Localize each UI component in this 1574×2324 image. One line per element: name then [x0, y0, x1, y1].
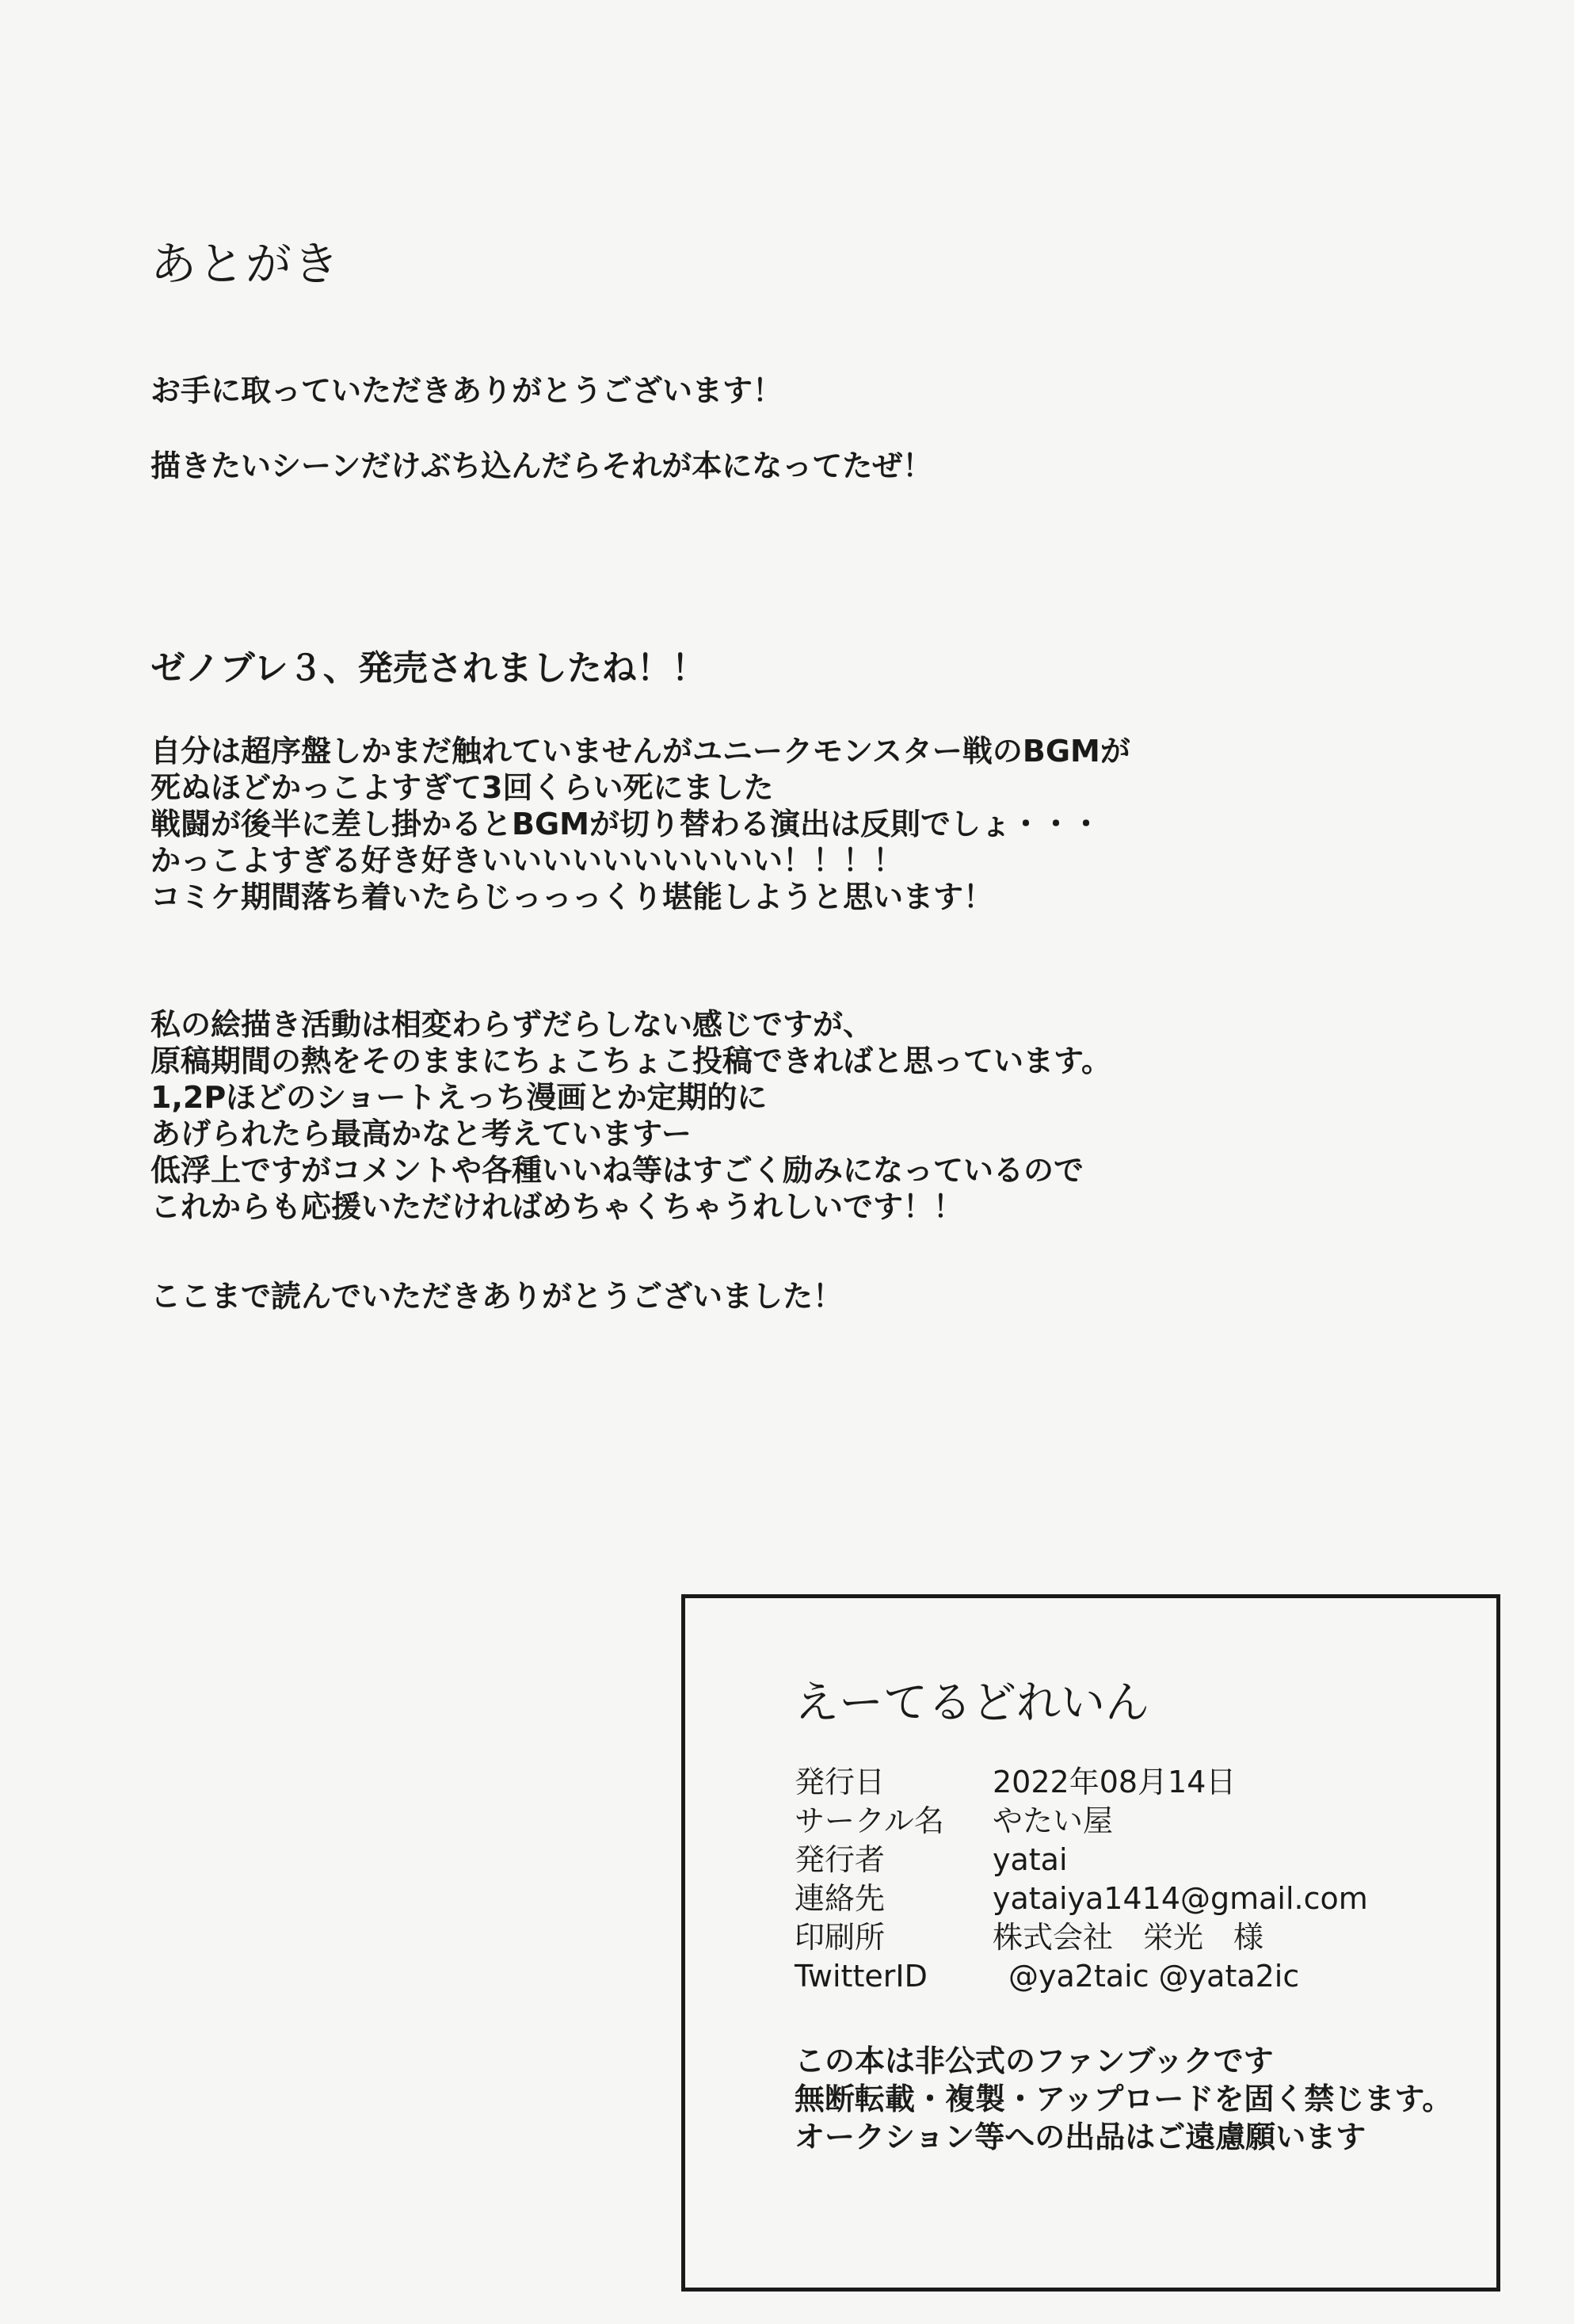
afterword-line: 死ぬほどかっこよすぎて3回くらい死にました — [151, 770, 774, 805]
info-label: 印刷所 — [795, 1920, 886, 1955]
info-label: サークル名 — [795, 1803, 944, 1838]
info-row-circle-name — [795, 1802, 1368, 1841]
info-value: yatai — [993, 1842, 1068, 1877]
info-row-twitter — [795, 1957, 1368, 1996]
colophon-info — [795, 1763, 1368, 1996]
info-row-contact — [795, 1879, 1368, 1918]
afterword-line: 描きたいシーンだけぶち込んだらそれが本になってたぜ！ — [151, 448, 933, 483]
info-label: 発行者 — [795, 1842, 886, 1877]
note-line: この本は非公式のファンブックです — [795, 2044, 1274, 2078]
afterword-line: ここまで読んでいただきありがとうございました！ — [151, 1279, 844, 1314]
info-row-printer — [795, 1918, 1368, 1957]
afterword-line: あげられたら最高かなと考えていますー — [151, 1116, 692, 1151]
note-line: オークション等への出品はご遠慮願います — [795, 2120, 1366, 2154]
afterword-line: かっこよすぎる好き好きいいいいいいいいいい！！！！ — [151, 843, 904, 878]
info-label: 発行日 — [795, 1765, 886, 1799]
info-value: 株式会社 栄光 様 — [993, 1920, 1264, 1955]
afterword-line: 戦闘が後半に差し掛かるとBGMが切り替わる演出は反則でしょ・・・ — [151, 807, 1101, 841]
info-row-publisher — [795, 1841, 1368, 1879]
info-value: @ya2taic @yata2ic — [1008, 1959, 1300, 1994]
afterword-line: コミケ期間落ち着いたらじっっっくり堪能しようと思います！ — [151, 880, 994, 914]
colophon-box — [681, 1594, 1500, 2292]
book-title: えーてるどれいん — [795, 1677, 1149, 1729]
afterword-line: 1,2Pほどのショートえっち漫画とか定期的に — [151, 1080, 768, 1115]
colophon-notes — [795, 2042, 1452, 2156]
info-row-publish-date — [795, 1763, 1368, 1802]
afterword-line: 低浮上ですがコメントや各種いいね等はすごく励みになっているので — [151, 1153, 1084, 1188]
info-value: 2022年08月14日 — [993, 1765, 1237, 1799]
afterword-line: これからも応援いただければめちゃくちゃうれしいです！！ — [151, 1189, 964, 1224]
info-value: yataiya1414@gmail.com — [993, 1881, 1368, 1916]
afterword-line: お手に取っていただきありがとうございます！ — [151, 373, 783, 408]
info-label: 連絡先 — [795, 1881, 886, 1916]
afterword-line: 自分は超序盤しかまだ触れていませんがユニークモンスター戦のBGMが — [151, 734, 1130, 769]
info-label: TwitterID — [795, 1959, 928, 1994]
afterword-heading: あとがき — [151, 237, 341, 291]
note-line: 無断転載・複製・アップロードを固く禁じます。 — [795, 2082, 1453, 2116]
afterword-line: ゼノブレ３、発売されましたね！！ — [151, 648, 707, 689]
info-value: やたい屋 — [993, 1803, 1114, 1838]
afterword-line: 原稿期間の熱をそのままにちょこちょこ投稿できればと思っています。 — [151, 1044, 1111, 1078]
afterword-line: 私の絵描き活動は相変わらずだらしない感じですが、 — [151, 1007, 874, 1042]
